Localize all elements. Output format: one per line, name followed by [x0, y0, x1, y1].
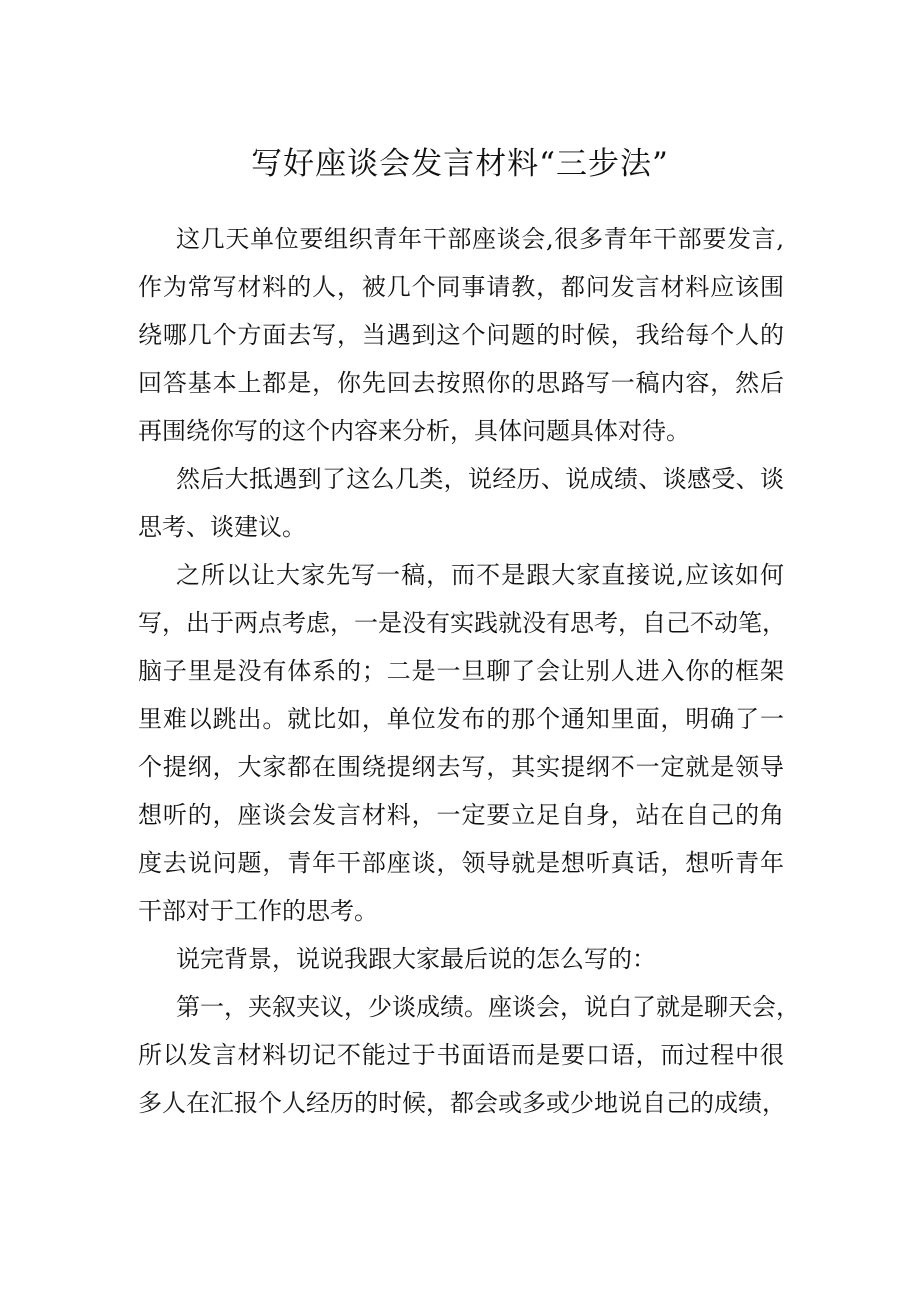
- paragraph-line: 个提纲，大家都在围绕提纲去写，其实提纲不一定就是领导: [138, 753, 784, 781]
- paragraph-line: 里难以跳出。就比如，单位发布的那个通知里面，明确了一: [138, 705, 784, 733]
- document-body: [138, 215, 800, 1127]
- paragraph-line: 思考、谈建议。: [138, 513, 306, 541]
- paragraph-line: 作为常写材料的人，被几个同事请教，都问发言材料应该围: [138, 273, 784, 301]
- paragraph-line: 想听的，座谈会发言材料，一定要立足自身，站在自己的角: [138, 801, 784, 829]
- paragraph-line: 第一，夹叙夹议，少谈成绩。座谈会，说白了就是聊天会，: [176, 993, 800, 1021]
- paragraph-line: 多人在汇报个人经历的时候，都会或多或少地说自己的成绩，: [138, 1089, 786, 1117]
- paragraph-line: 度去说问题，青年干部座谈，领导就是想听真话，想听青年: [138, 849, 784, 877]
- paragraph-line: 绕哪几个方面去写，当遇到这个问题的时候，我给每个人的: [138, 321, 784, 349]
- paragraph-line: 这几天单位要组织青年干部座谈会,很多青年干部要发言,: [176, 225, 784, 253]
- paragraph-line: 再围绕你写的这个内容来分析，具体问题具体对待。: [138, 417, 690, 445]
- paragraph-line: 写，出于两点考虑，一是没有实践就没有思考，自己不动笔，: [138, 609, 786, 637]
- document-title: 写好座谈会发言材料“三步法”: [251, 146, 669, 182]
- paragraph-line: 说完背景，说说我跟大家最后说的怎么写的：: [176, 945, 656, 973]
- paragraph-line: 所以发言材料切记不能过于书面语而是要口语，而过程中很: [138, 1041, 784, 1069]
- paragraph-line: 之所以让大家先写一稿，而不是跟大家直接说,应该如何: [176, 561, 784, 589]
- paragraph-line: 然后大抵遇到了这么几类，说经历、说成绩、谈感受、谈: [176, 465, 784, 493]
- paragraph-line: 脑子里是没有体系的；二是一旦聊了会让别人进入你的框架: [138, 657, 784, 685]
- paragraph-line: 回答基本上都是，你先回去按照你的思路写一稿内容，然后: [138, 369, 784, 397]
- paragraph-line: 干部对于工作的思考。: [138, 897, 378, 925]
